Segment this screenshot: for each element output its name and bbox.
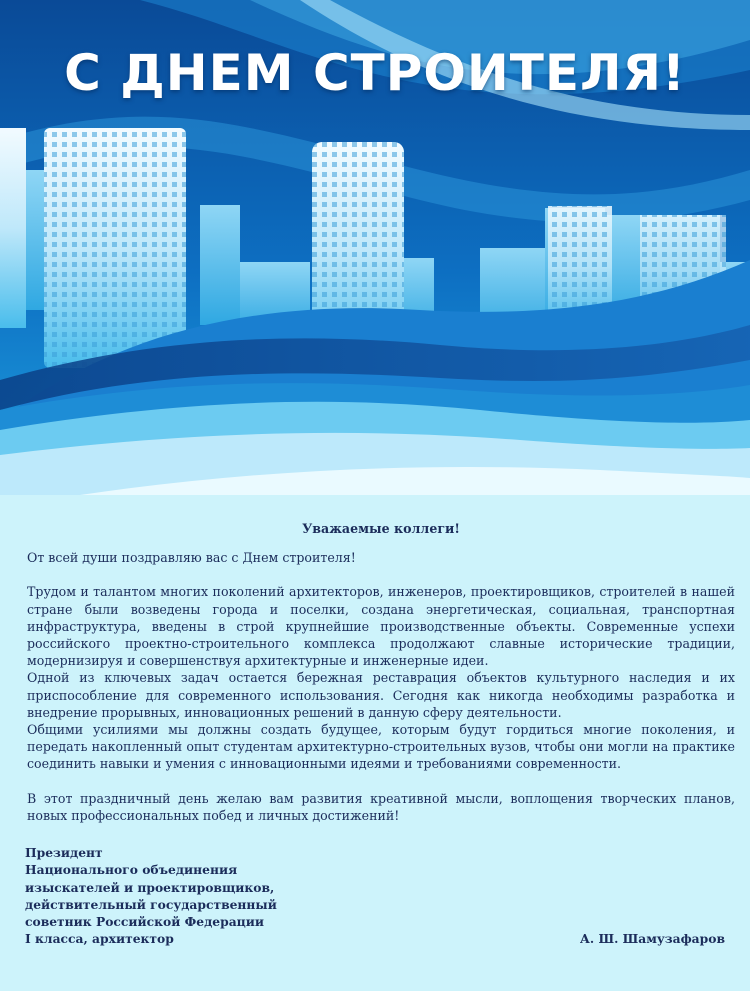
signature-title-line: изыскателей и проектировщиков,: [25, 879, 275, 895]
signature-block: [25, 844, 725, 948]
signature-title-line: Президент: [25, 845, 103, 860]
paragraph-restoration: Одной из ключевых задач остается бережная реставрация объектов культурного наследия и их приспособление для современного использования. Сегодня как никогда необходимы разработка и внедрение прорывных, инновационных решений в данную сферу деятельности.: [27, 670, 735, 720]
salutation: Уважаемые коллеги!: [302, 521, 460, 536]
paragraph-wishes: В этот праздничный день желаю вам развития креативной мысли, воплощения творческих планов, новых профессиональных побед и личных достижений!: [27, 790, 735, 823]
signature-title-line: действительный государственный: [25, 896, 277, 912]
signature-title-line: Национального объединения: [25, 862, 238, 878]
signature-title-line: советник Российской Федерации: [25, 914, 264, 930]
paragraph-history: Трудом и талантом многих поколений архитекторов, инженеров, проектировщиков, строителей в нашей стране были возведены города и поселки, создана энергетическая, социальная, транспортная инфраструктура, введены в строй крупнейшие производственные объекты. Современные успехи российского проектно-строительного комплекса продолжают славные исторические традиции, модернизируя и совершенствуя архитектурные и инженерные идеи.: [27, 584, 735, 669]
letter-body: [27, 520, 735, 824]
author-name: А. Ш. Шамузафаров: [579, 931, 725, 947]
header-banner: [0, 0, 750, 495]
paragraph-future: Общими усилиями мы должны создать будущее, которым будут гордиться многие поколения, и передать накопленный опыт студентам архитектурно-строительных вузов, чтобы они могли на практике соединить навыки и умения с инновационными идеями и требованиями современности.: [27, 722, 735, 772]
page-title: С ДНЕМ СТРОИТЕЛЯ!: [64, 44, 686, 102]
paragraph-greeting: От всей души поздравляю вас с Днем строителя!: [27, 550, 356, 566]
signature-title-line: I класса, архитектор: [25, 931, 174, 947]
